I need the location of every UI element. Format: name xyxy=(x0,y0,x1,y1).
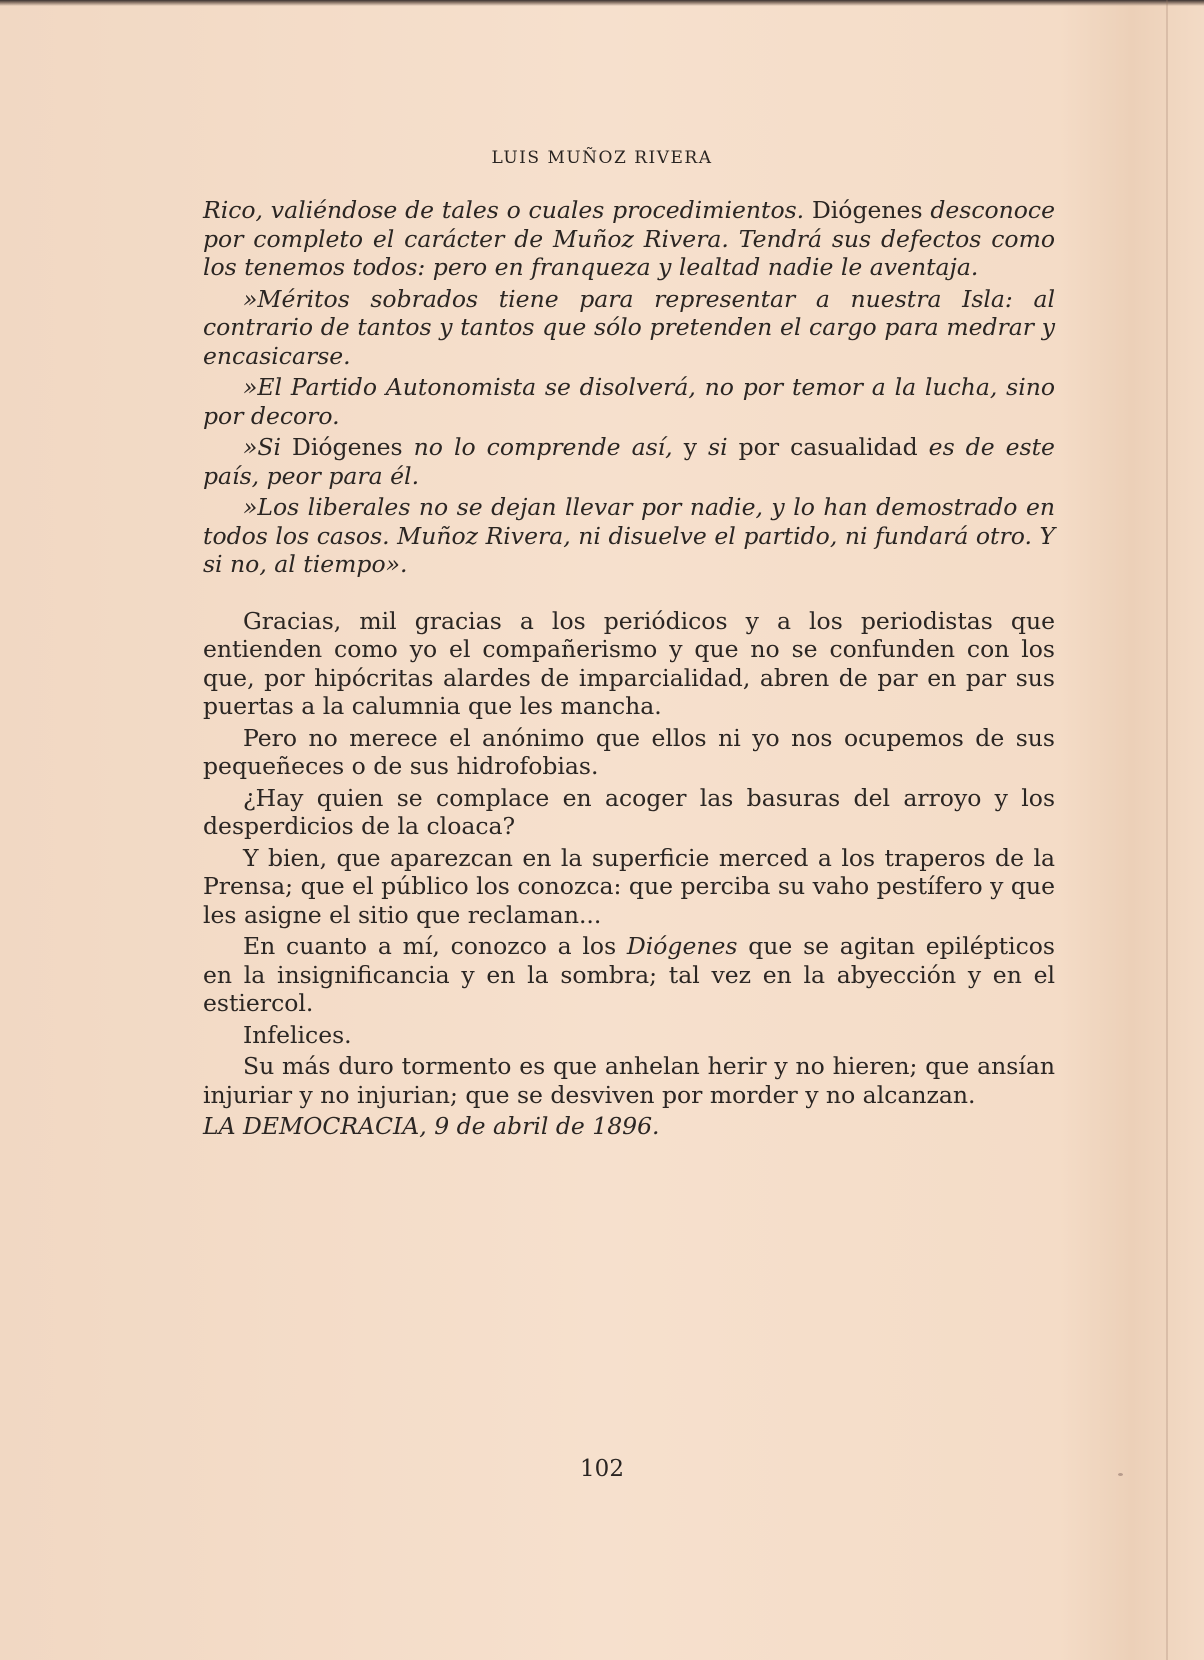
quote-paragraph-5: »Los liberales no se dejan llevar por nadie, y lo han demostrado en todos los casos. Muñoz Rivera, ni disuelve el partido, ni fundará otro. Y si no, al tiempo». xyxy=(203,493,1055,578)
page-number: 102 xyxy=(580,1456,624,1482)
body-paragraph-4: Y bien, que aparezcan en la superficie merced a los traperos de la Prensa; que el público los conozca: que perciba su vaho pestífero y que les asigne el sitio que reclaman... xyxy=(203,843,1055,929)
body-paragraph-5: En cuanto a mí, conozco a los Diógenes que se agitan epilépticos en la insignificancia y en la sombra; tal vez en la abyección y en el estiercol. xyxy=(203,932,1055,1017)
quote-paragraph-3: »El Partido Autonomista se disolverá, no por temor a la lucha, sino por decoro. xyxy=(203,373,1055,430)
quoted-passage xyxy=(203,196,1055,579)
body-text xyxy=(203,607,1055,1110)
body-paragraph-2: Pero no merece el anónimo que ellos ni yo nos ocupemos de sus pequeñeces o de sus hidrofobias. xyxy=(203,723,1055,780)
running-header: LUIS MUÑOZ RIVERA xyxy=(491,148,713,168)
body-paragraph-6: Infelices. xyxy=(243,1020,352,1049)
body-paragraph-7: Su más duro tormento es que anhelan herir y no hieren; que ansían injuriar y no injurian; que se desviven por morder y no alcanzan. xyxy=(203,1052,1055,1109)
page-right-edge xyxy=(1166,0,1168,1660)
quote-paragraph-4: »Si Diógenes no lo comprende así, y si por casualidad es de este país, peor para él. xyxy=(203,433,1055,490)
source-citation: LA DEMOCRACIA, 9 de abril de 1896. xyxy=(203,1112,660,1140)
body-paragraph-1: Gracias, mil gracias a los periódicos y a los periodistas que entienden como yo el compañerismo y que no se confunden con los que, por hipócritas alardes de imparcialidad, abren de par en par sus puertas a la calumnia que les mancha. xyxy=(203,606,1055,720)
paper-speck xyxy=(1118,1473,1123,1476)
main-text xyxy=(203,196,1055,1141)
body-paragraph-3: ¿Hay quien se complace en acoger las basuras del arroyo y los desperdicios de la cloaca? xyxy=(203,783,1055,840)
quote-paragraph-2: »Méritos sobrados tiene para representar a nuestra Isla: al contrario de tantos y tantos que sólo pretenden el cargo para medrar y encasicarse. xyxy=(203,284,1055,370)
quote-paragraph-1: Rico, valiéndose de tales o cuales procedimientos. Diógenes desconoce por completo el carácter de Muñoz Rivera. Tendrá sus defectos como los tenemos todos: pero en franqueza y lealtad nadie le aventaja. xyxy=(203,196,1055,281)
page-top-edge xyxy=(0,0,1204,6)
